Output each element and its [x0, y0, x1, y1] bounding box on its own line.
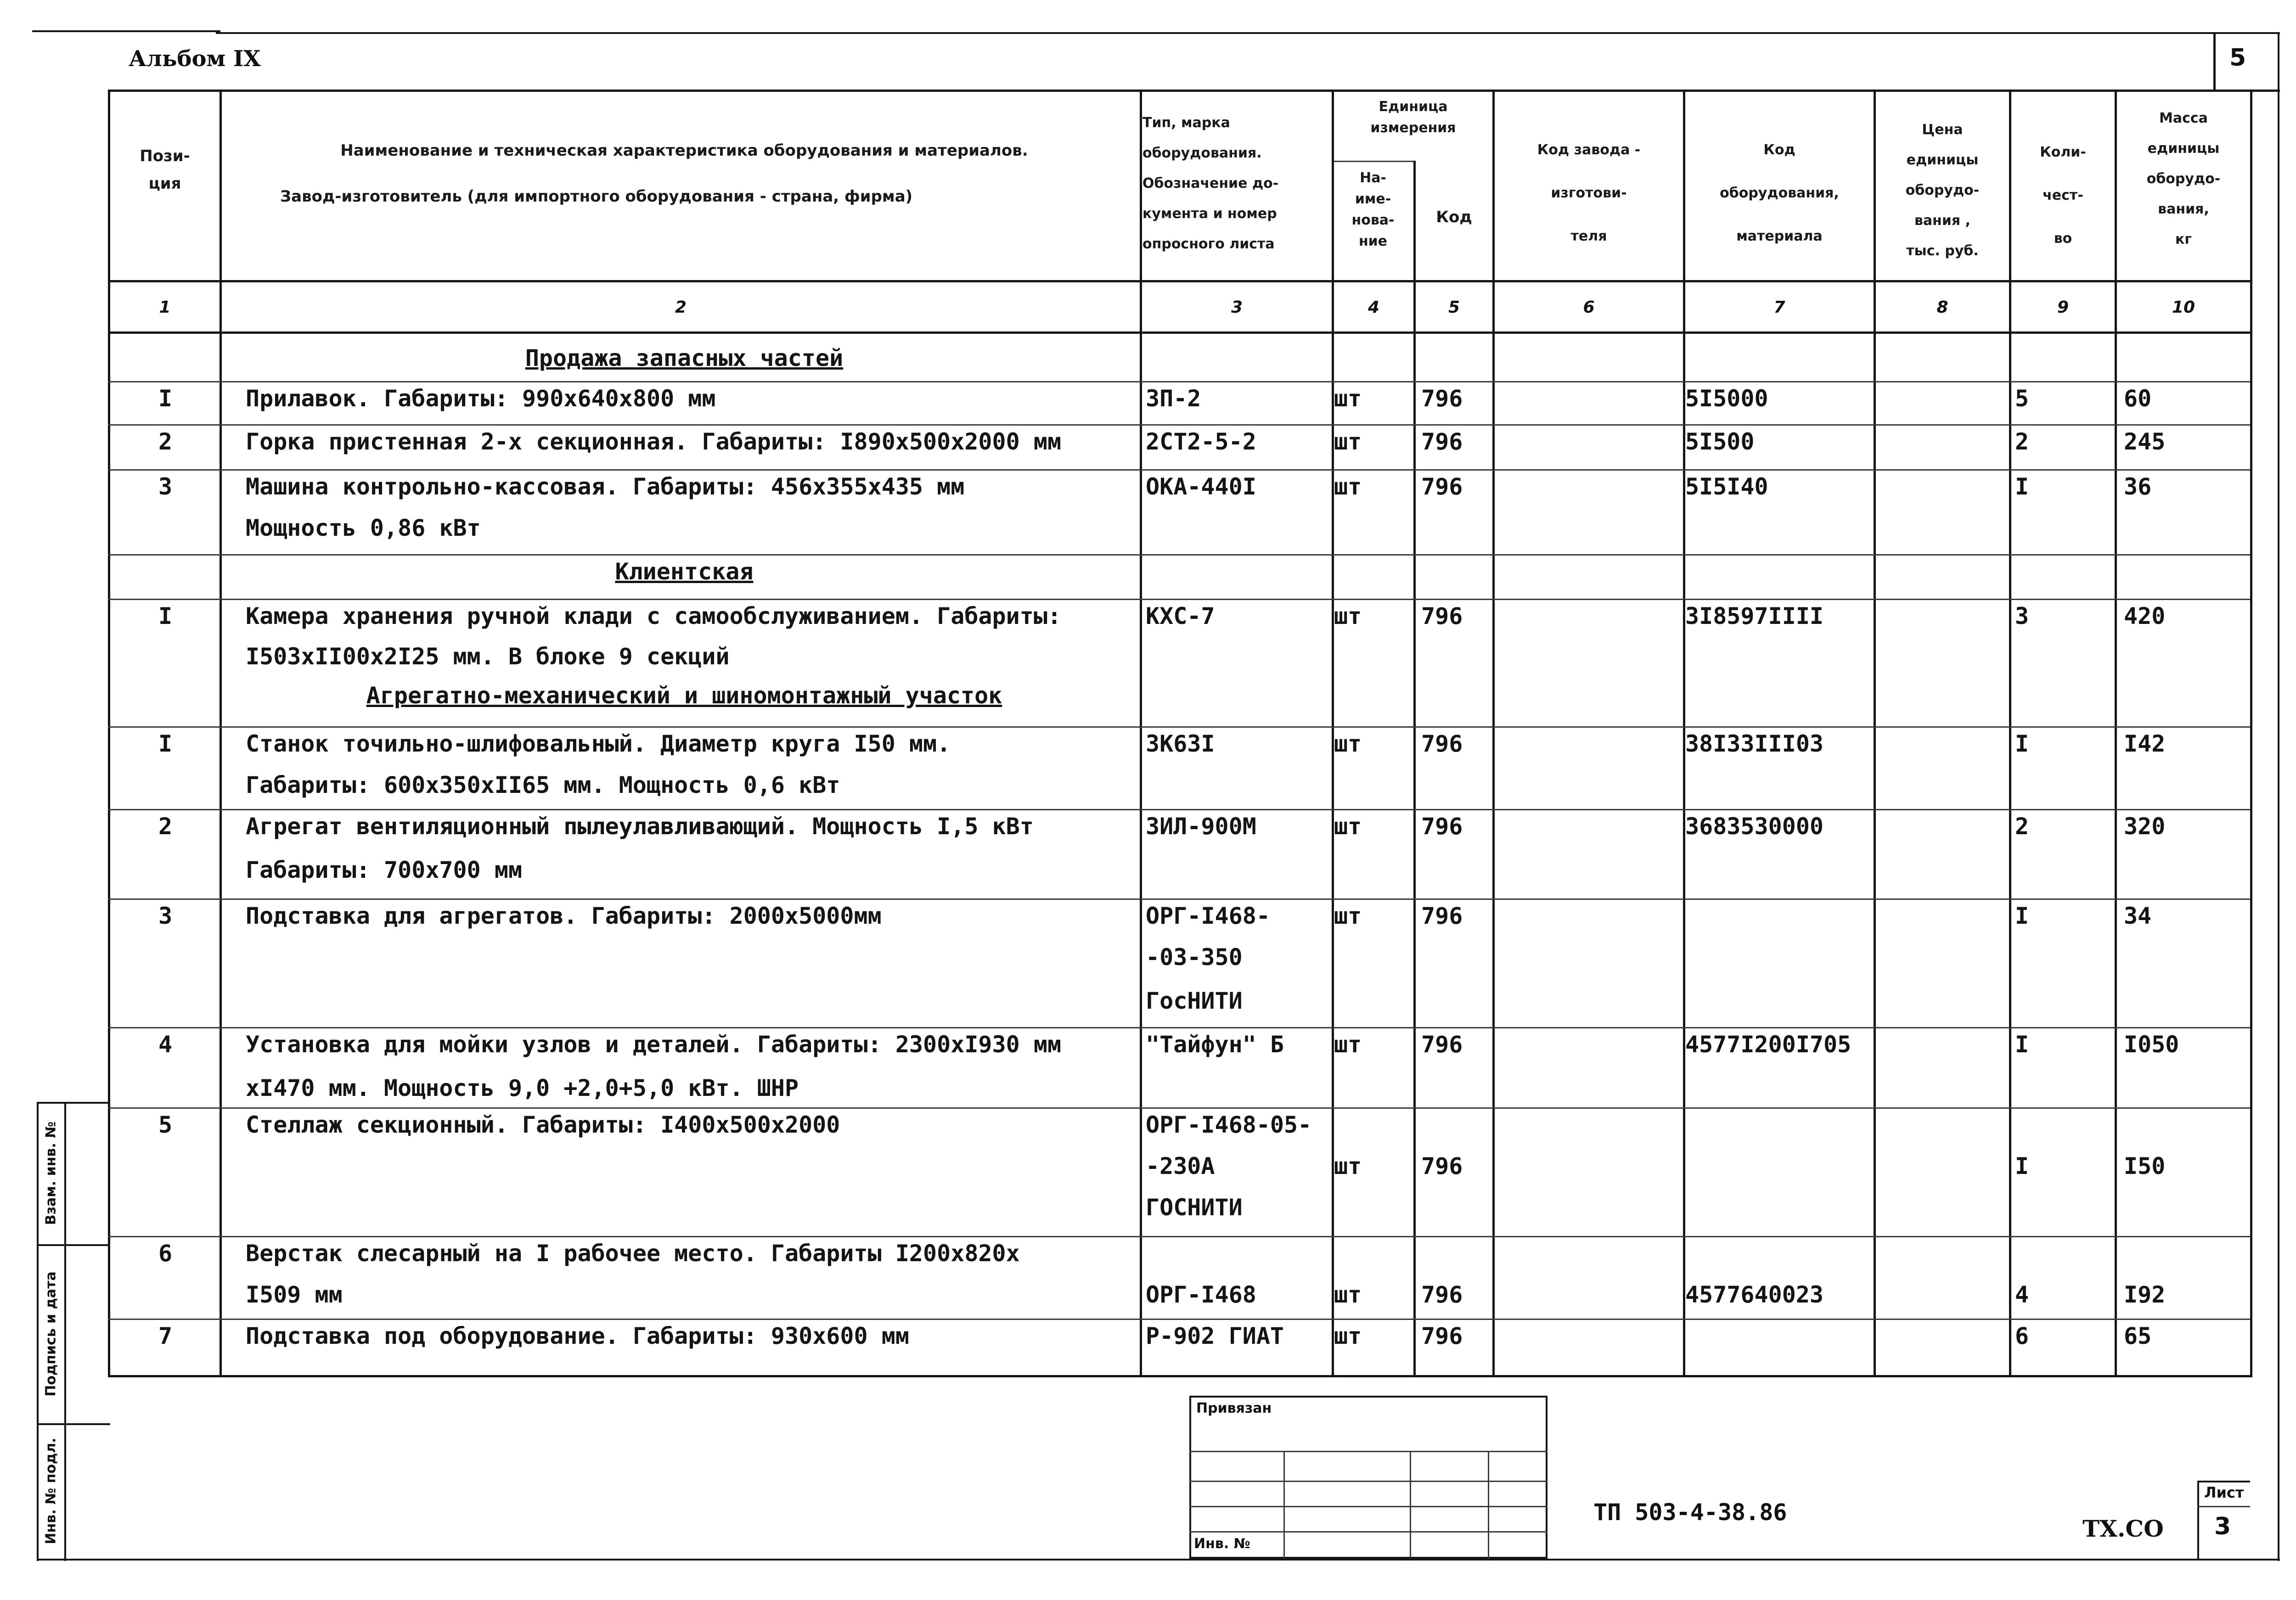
album-title: Альбом IX: [129, 46, 261, 72]
cell-mass: I50: [2124, 1153, 2166, 1179]
cell-code: 796: [1421, 813, 1463, 840]
cell-code: 796: [1421, 1153, 1463, 1179]
list-box-top: [2197, 1481, 2250, 1482]
cell-qty: I: [2015, 1153, 2029, 1179]
cell-name: Машина контрольно-кассовая. Габариты: 456х355х435 мм: [246, 473, 965, 500]
cell-equip: 3I8597IIII: [1685, 603, 1824, 629]
cell-name: Станок точильно-шлифовальный. Диаметр круга I50 мм.: [246, 730, 951, 757]
colnum-9: 9: [2057, 298, 2069, 317]
cell-pos: 5: [158, 1112, 173, 1138]
cell-equip: 5I5I40: [1685, 473, 1768, 500]
table-top-border: [108, 90, 2280, 92]
row-divider: [108, 381, 2250, 382]
stamp-vzam-inv: Взам. инв. №: [43, 1121, 59, 1225]
row-divider: [108, 469, 2250, 471]
row-divider: [108, 554, 2250, 556]
colnum-4: 4: [1367, 298, 1380, 317]
row-divider: [108, 1319, 2250, 1320]
list-label: Лист: [2204, 1484, 2244, 1501]
cell-code: 796: [1421, 473, 1463, 500]
row-divider: [108, 1107, 2250, 1109]
cell-pos: 7: [158, 1323, 173, 1349]
header-unit-name: На- име- нова- ние: [1351, 170, 1395, 249]
privyazan-inv-label: Инв. №: [1194, 1536, 1250, 1552]
cell-type: ГосНИТИ: [1146, 988, 1243, 1014]
privyazan-row-2: [1189, 1481, 1548, 1482]
colnum-3: 3: [1231, 298, 1243, 317]
colnum-6: 6: [1583, 298, 1595, 317]
row-divider: [108, 1236, 2250, 1237]
cell-qty: 5: [2015, 385, 2029, 412]
cell-mass: I050: [2124, 1031, 2179, 1058]
cell-code: 796: [1421, 1031, 1463, 1058]
cell-name: Габариты: 600х350хII65 мм. Мощность 0,6 кВт: [246, 772, 840, 798]
header-equipment-code: Код оборудования, материала: [1720, 142, 1839, 244]
header-unit-price: Цена единицы оборудо- вания , тыс. руб.: [1905, 122, 1980, 259]
header-unit-code: Код: [1436, 208, 1472, 226]
cell-unit: шт: [1334, 385, 1362, 412]
cell-qty: I: [2015, 730, 2029, 757]
sheet-bottom-rule: [108, 1559, 2280, 1561]
cell-equip: 3683530000: [1685, 813, 1824, 840]
cell-name: Прилавок. Габариты: 990х640х800 мм: [246, 385, 716, 412]
row-divider: [108, 1027, 2250, 1028]
top-left-rule: [32, 30, 220, 32]
cell-qty: 2: [2015, 813, 2029, 840]
list-box-mid: [2197, 1506, 2250, 1507]
cell-qty: I: [2015, 473, 2029, 500]
privyazan-row-1: [1189, 1451, 1548, 1452]
stamp-signature-date: Подпись и дата: [43, 1271, 59, 1397]
col-sep-4: [1413, 161, 1416, 1375]
cell-pos: I: [158, 603, 173, 629]
cell-qty: 3: [2015, 603, 2029, 629]
cell-type: -230А: [1146, 1153, 1215, 1179]
cell-name: Верстак слесарный на I рабочее место. Габариты I200х820х: [246, 1240, 1020, 1267]
colnum-2: 2: [675, 298, 687, 317]
cell-name: хI470 мм. Мощность 9,0 +2,0+5,0 кВт. ШНР: [246, 1075, 799, 1101]
cell-code: 796: [1421, 730, 1463, 757]
col-sep-7: [1874, 90, 1876, 1375]
cell-unit: шт: [1334, 813, 1362, 840]
cell-unit: шт: [1334, 1153, 1362, 1179]
cell-type: КХС-7: [1146, 603, 1215, 629]
cell-mass: 34: [2124, 903, 2152, 929]
colnum-7: 7: [1773, 298, 1785, 317]
page-number: 5: [2229, 44, 2246, 72]
cell-qty: 2: [2015, 428, 2029, 455]
cell-mass: 245: [2124, 428, 2166, 455]
col-sep-8: [2009, 90, 2011, 1375]
cell-pos: 4: [158, 1031, 173, 1058]
cell-code: 796: [1421, 1323, 1463, 1349]
cell-unit: шт: [1334, 1323, 1362, 1349]
colnum-8: 8: [1936, 298, 1948, 317]
cell-mass: 320: [2124, 813, 2166, 840]
table-right-border: [2250, 90, 2252, 1377]
cell-qty: I: [2015, 1031, 2029, 1058]
cell-code: 796: [1421, 903, 1463, 929]
header-mass: Масса единицы оборудо- вания, кг: [2146, 110, 2221, 247]
header-bottom-rule: [108, 280, 2250, 282]
col-sep-5: [1492, 90, 1495, 1375]
cell-type: -03-350: [1146, 944, 1243, 971]
cell-equip: 4577I200I705: [1685, 1031, 1851, 1058]
cell-name: Подставка для агрегатов. Габариты: 2000х5000мм: [246, 903, 882, 929]
col-sep-2: [1140, 90, 1142, 1375]
cell-mass: 36: [2124, 473, 2152, 500]
colnum-bottom-rule: [108, 331, 2250, 334]
table-left-border: [108, 90, 110, 1377]
cell-mass: 420: [2124, 603, 2166, 629]
cell-pos: 2: [158, 428, 173, 455]
colnum-5: 5: [1448, 298, 1460, 317]
cell-code: 796: [1421, 603, 1463, 629]
cell-pos: 3: [158, 903, 173, 929]
header-name-line1: Наименование и техническая характеристика оборудования и материалов.: [340, 141, 1028, 160]
list-box-left: [2197, 1481, 2199, 1560]
cell-unit: шт: [1334, 1281, 1362, 1308]
privyazan-row-4: [1189, 1531, 1548, 1533]
col-sep-1: [219, 90, 222, 1375]
table-bottom-rule: [108, 1375, 2250, 1377]
cell-unit: шт: [1334, 730, 1362, 757]
cell-name: Клиентская: [615, 558, 754, 585]
cell-type: ОРГ-I468: [1146, 1281, 1256, 1308]
col-sep-9: [2115, 90, 2117, 1375]
header-quantity: Коли- чест- во: [2040, 144, 2086, 247]
privyazan-label: Привязан: [1196, 1400, 1272, 1416]
header-unit: Единица измерения: [1370, 99, 1456, 136]
top-main-rule: [216, 32, 2280, 34]
stamp-inv-podl: Инв. № подл.: [43, 1437, 59, 1544]
cell-equip: 38I33III03: [1685, 730, 1824, 757]
cell-unit: шт: [1334, 473, 1362, 500]
doc-code: ТП 503-4-38.86: [1593, 1499, 1787, 1526]
privyazan-col-3: [1488, 1451, 1489, 1559]
cell-pos: 2: [158, 813, 173, 840]
cell-mass: 60: [2124, 385, 2152, 412]
cell-name: Агрегат вентиляционный пылеулавливающий. Мощность I,5 кВт: [246, 813, 1034, 840]
cell-equip: 4577640023: [1685, 1281, 1824, 1308]
stamp-bottom: [37, 1559, 110, 1561]
row-divider: [108, 599, 2250, 600]
cell-equip: 5I500: [1685, 428, 1755, 455]
cell-code: 796: [1421, 428, 1463, 455]
cell-name: Подставка под оборудование. Габариты: 930х600 мм: [246, 1323, 909, 1349]
cell-type: 2СТ2-5-2: [1146, 428, 1256, 455]
privyazan-col-1: [1283, 1451, 1285, 1559]
cell-type: ОРГ-I468-: [1146, 903, 1270, 929]
row-divider: [108, 424, 2250, 426]
cell-name: Горка пристенная 2-х секционная. Габариты: I890х500х2000 мм: [246, 428, 1062, 455]
cell-type: Р-902 ГИАТ: [1146, 1323, 1284, 1349]
cell-type: ЗП-2: [1146, 385, 1201, 412]
cell-mass: I42: [2124, 730, 2166, 757]
cell-mass: I92: [2124, 1281, 2166, 1308]
cell-type: "Тайфун" Б: [1146, 1031, 1284, 1058]
sheet-code: TX.CO: [2082, 1515, 2164, 1542]
cell-mass: 65: [2124, 1323, 2152, 1349]
cell-pos: I: [158, 730, 173, 757]
cell-pos: I: [158, 385, 173, 412]
cell-unit: шт: [1334, 1031, 1362, 1058]
row-divider: [108, 726, 2250, 728]
cell-type: ГОСНИТИ: [1146, 1194, 1243, 1221]
cell-name: Установка для мойки узлов и деталей. Габариты: 2300хI930 мм: [246, 1031, 1062, 1058]
privyazan-row-3: [1189, 1506, 1548, 1507]
cell-unit: шт: [1334, 603, 1362, 629]
header-factory-code: Код завода - изготови- теля: [1537, 142, 1641, 244]
privyazan-block: [1189, 1396, 1548, 1559]
cell-name: Стеллаж секционный. Габариты: I400х500х2000: [246, 1112, 840, 1138]
list-number: 3: [2214, 1513, 2231, 1540]
cell-qty: I: [2015, 903, 2029, 929]
header-type: Тип, марка оборудования. Обозначение до- кумента и номер опросного листа: [1142, 115, 1279, 252]
cell-unit: шт: [1334, 428, 1362, 455]
cell-qty: 6: [2015, 1323, 2029, 1349]
cell-type: ОРГ-I468-05-: [1146, 1112, 1312, 1138]
header-name-line2: Завод-изготовитель (для импортного оборудования - страна, фирма): [280, 187, 913, 206]
cell-name: Габариты: 700х700 мм: [246, 857, 523, 883]
cell-qty: 4: [2015, 1281, 2029, 1308]
row-divider: [108, 809, 2250, 810]
cell-name: I503хII00х2I25 мм. В блоке 9 секций: [246, 643, 730, 670]
cell-type: ЗИЛ-900М: [1146, 813, 1256, 840]
cell-name: I509 мм: [246, 1281, 343, 1308]
privyazan-col-2: [1410, 1451, 1411, 1559]
cell-name: Агрегатно-механический и шиномонтажный участок: [366, 682, 1002, 709]
cell-unit: шт: [1334, 903, 1362, 929]
cell-type: ЗК63I: [1146, 730, 1215, 757]
cell-pos: 6: [158, 1240, 173, 1267]
cell-name: Продажа запасных частей: [525, 345, 844, 371]
cell-name: Камера хранения ручной клади с самообслуживанием. Габариты:: [246, 603, 1062, 629]
colnum-1: 1: [159, 298, 171, 317]
cell-code: 796: [1421, 385, 1463, 412]
cell-code: 796: [1421, 1281, 1463, 1308]
page-number-border: [2213, 32, 2216, 91]
colnum-10: 10: [2172, 298, 2195, 317]
cell-pos: 3: [158, 473, 173, 500]
cell-equip: 5I5000: [1685, 385, 1768, 412]
header-position: Пози- ция: [140, 147, 190, 193]
unit-subheader-rule: [1332, 161, 1414, 162]
cell-name: Мощность 0,86 кВт: [246, 515, 481, 541]
row-divider: [108, 898, 2250, 900]
cell-type: ОКА-440I: [1146, 473, 1256, 500]
sheet-right-border: [2278, 32, 2279, 1561]
